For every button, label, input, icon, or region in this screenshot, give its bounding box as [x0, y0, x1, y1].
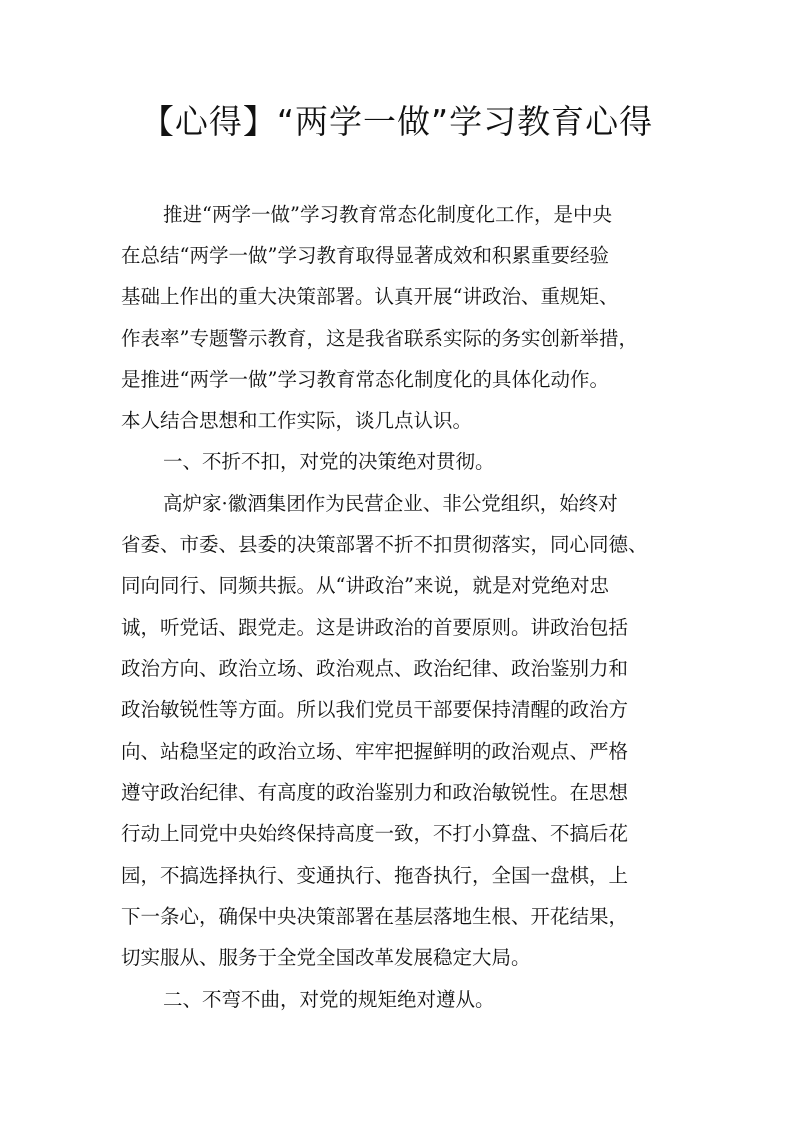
- body-line: 作表率”专题警示教育，这是我省联系实际的务实创新举措，: [121, 327, 638, 350]
- body-line: 同向同行、同频共振。从“讲政治”来说，就是对党绝对忠: [121, 574, 609, 597]
- section-heading: 一、不折不扣，对党的决策绝对贯彻。: [163, 450, 495, 473]
- section-heading: 二、不弯不曲，对党的规矩绝对遵从。: [163, 988, 495, 1011]
- body-line: 遵守政治纪律、有高度的政治鉴别力和政治敏锐性。在思想: [121, 781, 629, 804]
- document-title: 【心得】“两学一做”学习教育心得: [140, 102, 654, 141]
- body-line: 政治敏锐性等方面。所以我们党员干部要保持清醒的政治方: [121, 698, 629, 721]
- body-line: 是推进“两学一做”学习教育常态化制度化的具体化动作。: [121, 368, 609, 391]
- body-line: 向、站稳坚定的政治立场、牢牢把握鲜明的政治观点、严格: [121, 740, 629, 763]
- body-line: 基础上作出的重大决策部署。认真开展“讲政治、重规矩、: [121, 285, 619, 308]
- body-line: 高炉家·徽酒集团作为民营企业、非公党组织，始终对: [163, 492, 618, 515]
- body-line: 推进“两学一做”学习教育常态化制度化工作，是中央: [163, 203, 612, 226]
- body-line: 诚，听党话、跟党走。这是讲政治的首要原则。讲政治包括: [121, 616, 629, 639]
- body-line: 在总结“两学一做”学习教育取得显著成效和积累重要经验: [121, 244, 609, 267]
- body-line: 行动上同党中央始终保持高度一致，不打小算盘、不搞后花: [121, 822, 629, 845]
- body-line: 园，不搞选择执行、变通执行、拖沓执行，全国一盘棋，上: [121, 864, 629, 887]
- body-line: 省委、市委、县委的决策部署不折不扣贯彻落实，同心同德、: [121, 533, 648, 556]
- body-line: 本人结合思想和工作实际，谈几点认识。: [121, 409, 473, 432]
- body-line: 政治方向、政治立场、政治观点、政治纪律、政治鉴别力和: [121, 657, 629, 680]
- body-line: 下一条心，确保中央决策部署在基层落地生根、开花结果，: [121, 905, 629, 928]
- body-line: 切实服从、服务于全党全国改革发展稳定大局。: [121, 946, 531, 969]
